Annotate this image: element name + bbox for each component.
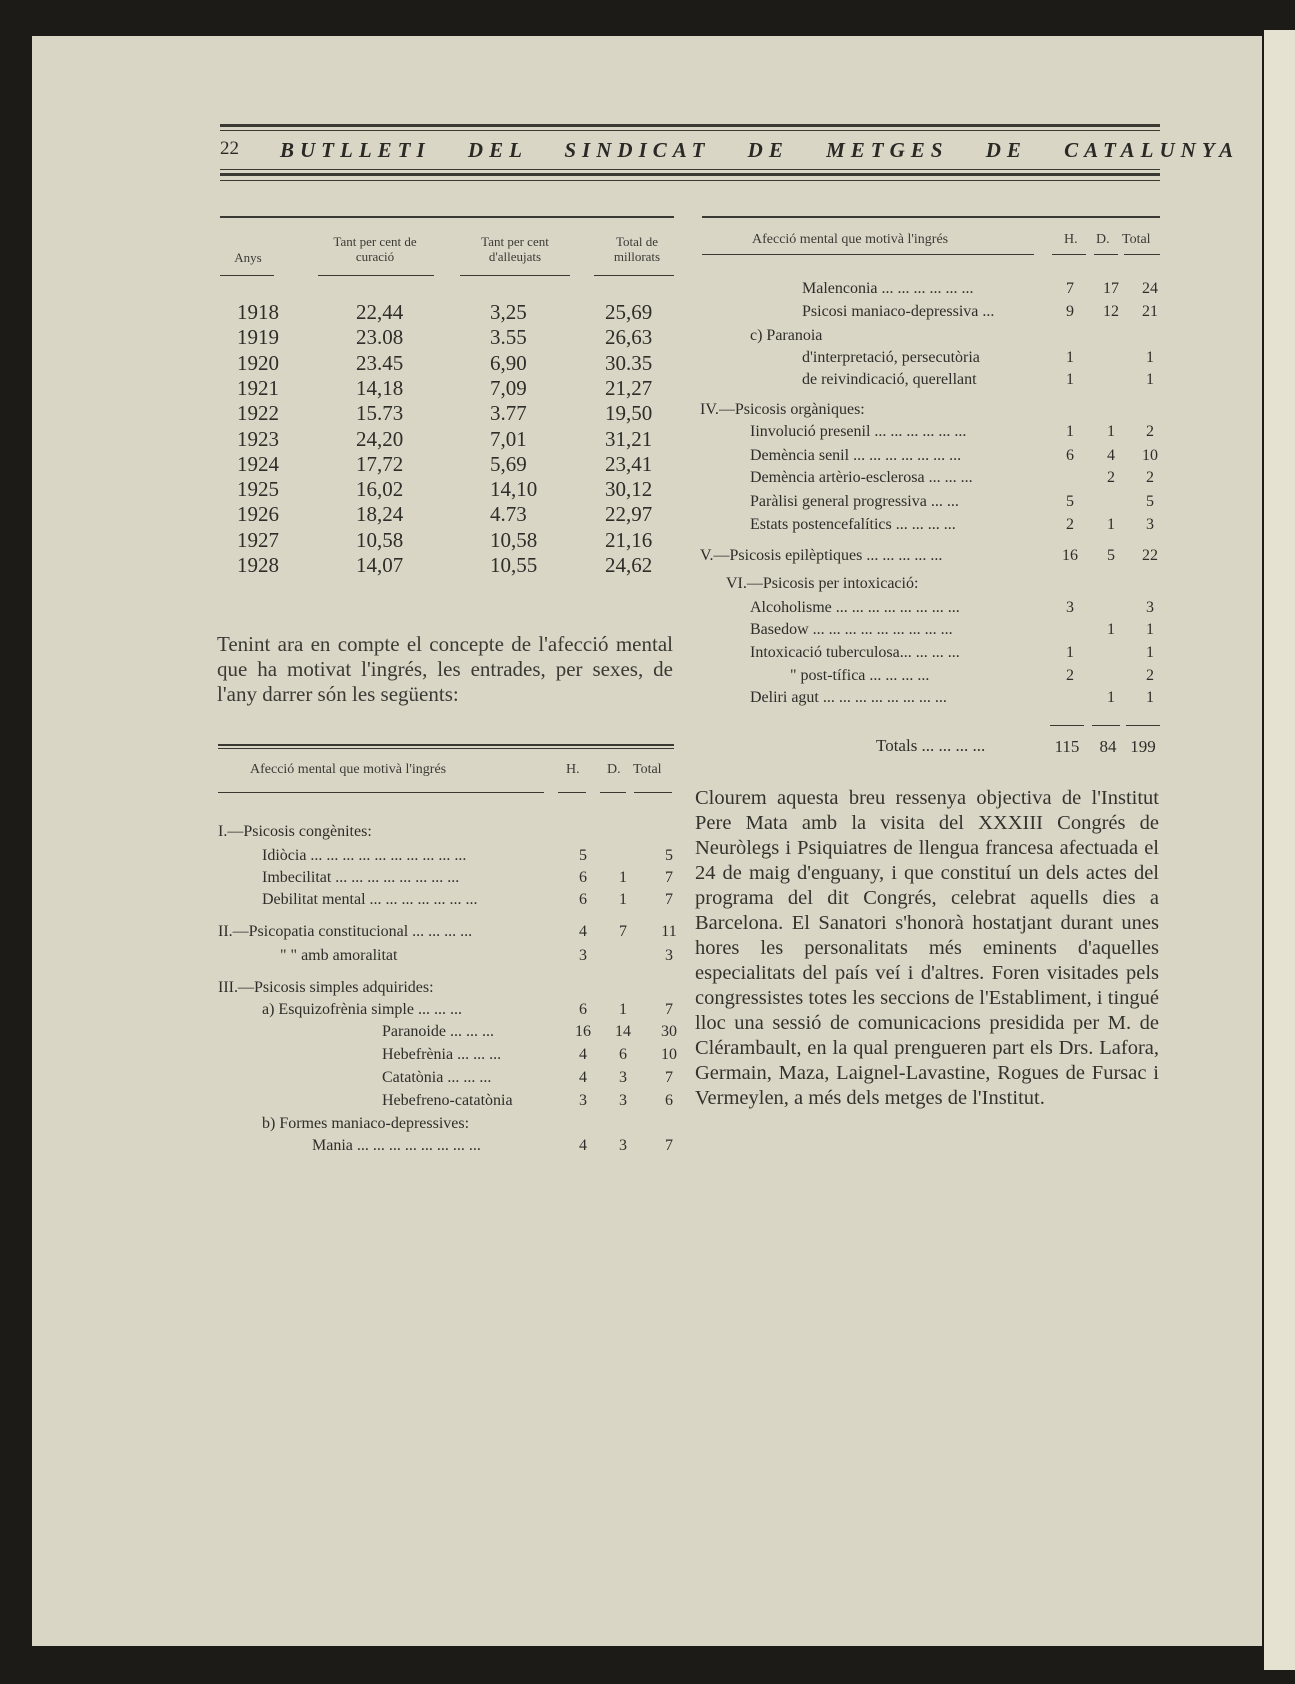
conclusion-paragraph: Clourem aquesta breu ressenya objectiva de l'Institut Pere Mata amb la visita del XXXIII Congrés de Neuròlegs i Psiquiatres de llengua francesa afectuada el 24 de maig d'enguany, i que constituí un dels actes del programa del dit Congrés, celebrat aquells dies a Barcelona. El Sanatori s'honorà hostatjant durant unes hores les personalitats més eminents d'aquelles especialitats del país veí i d'altres. Foren visitades pels congressistes totes les seccions de l'Establiment, i tingué lloc una sessió de comunicacions presidida per M. de Clérambault, en la qual prengueren part els Drs. Lafora, Germain, Maza, Laignel-Lavastine, Rogues de Fursac i Vermeylen, a més dels metges de l'Institut. xyxy=(695,787,1159,1109)
diagnosis-label: II.—Psicopatia constitucional ... ... ... ... xyxy=(218,923,473,940)
year-cell: 1918 xyxy=(237,300,279,324)
diag-right-header-d: D. xyxy=(1096,232,1110,247)
header-relief: Tant per cent d'alleujats xyxy=(481,234,549,264)
year-cell: 1923 xyxy=(237,426,279,451)
header-rule-bottom-thin xyxy=(220,169,1160,170)
cure-cell: 14,07 xyxy=(356,553,404,577)
improved-cell: 31,21 xyxy=(605,426,653,451)
count-d: 1 xyxy=(1107,423,1115,440)
year-cell: 1927 xyxy=(237,527,279,552)
count-d: 1 xyxy=(1107,621,1115,638)
relief-cell: 14,10 xyxy=(490,477,538,502)
year-cell: 1925 xyxy=(237,477,279,502)
improved-cell: 30.35 xyxy=(605,350,653,375)
relief-cell: 7,09 xyxy=(490,375,527,400)
cure-cell: 14,18 xyxy=(356,375,404,400)
totals-label: Totals ... ... ... ... xyxy=(876,736,986,755)
header-cure: Tant per cent de curació xyxy=(333,234,417,264)
diagnosis-label: a) Esquizofrènia simple ... ... ... xyxy=(262,1001,462,1018)
count-total: 3 xyxy=(1146,599,1154,616)
header-year: Anys xyxy=(234,250,262,265)
diagnosis-label: Intoxicació tuberculosa... ... ... ... xyxy=(750,644,960,661)
count-h: 3 xyxy=(579,947,587,964)
count-h: 6 xyxy=(1066,447,1074,464)
header-rule-bottom xyxy=(220,173,1160,176)
diag-right-header-underline xyxy=(702,254,1034,255)
count-h: 16 xyxy=(575,1023,591,1040)
diagnosis-label: Catatònia ... ... ... xyxy=(382,1069,492,1086)
count-h: 2 xyxy=(1066,667,1074,684)
count-total: 3 xyxy=(1146,516,1154,533)
diagnosis-label: Paràlisi general progressiva ... ... xyxy=(750,493,959,510)
count-h: 6 xyxy=(579,1001,587,1018)
totals-h: 115 xyxy=(1054,737,1080,756)
count-total: 6 xyxy=(665,1092,673,1109)
count-d: 3 xyxy=(619,1092,627,1109)
improved-cell: 25,69 xyxy=(605,300,653,324)
diagnosis-label: " post-tífica ... ... ... ... xyxy=(790,667,930,684)
cure-cell: 24,20 xyxy=(356,426,404,451)
diagnosis-label: Hebefreno-catatònia xyxy=(382,1092,513,1109)
diagnosis-label: Iinvolució presenil ... ... ... ... ... ... xyxy=(750,423,967,440)
intro-paragraph: Tenint ara en compte el concepte de l'afecció mental que ha motivat l'ingrés, les entrades, per sexes, de l'any darrer són les següents: xyxy=(217,632,673,706)
count-total: 7 xyxy=(665,891,673,908)
header-underline xyxy=(318,275,434,276)
header-underline xyxy=(594,275,674,276)
count-d: 1 xyxy=(1107,516,1115,533)
diagnosis-label: Demència artèrio-esclerosa ... ... ... xyxy=(750,469,973,486)
count-d: 1 xyxy=(619,869,627,886)
count-total: 5 xyxy=(665,847,673,864)
diagnosis-label: Imbecilitat ... ... ... ... ... ... ... ... xyxy=(262,869,460,886)
relief-cell: 3,25 xyxy=(490,300,527,324)
relief-cell: 3.77 xyxy=(490,401,527,426)
diag-right-header-underline xyxy=(1052,254,1086,255)
year-cell: 1928 xyxy=(237,553,279,577)
count-total: 7 xyxy=(665,1137,673,1154)
improved-cell: 30,12 xyxy=(605,477,653,502)
diag-right-header-label: Afecció mental que motivà l'ingrés xyxy=(752,232,949,247)
diagnosis-label: " " amb amoralitat xyxy=(280,947,398,964)
diag-left-header-total: Total xyxy=(633,762,662,777)
header-rule-top-thin xyxy=(220,130,1160,131)
count-d: 1 xyxy=(619,891,627,908)
year-cell: 1922 xyxy=(237,401,279,426)
count-d: 17 xyxy=(1103,280,1119,297)
count-d: 12 xyxy=(1103,303,1119,320)
count-h: 1 xyxy=(1066,371,1074,388)
cure-cell: 15.73 xyxy=(356,401,404,426)
header-rule-bottom-extra xyxy=(220,180,1160,181)
relief-cell: 5,69 xyxy=(490,451,527,476)
count-d: 3 xyxy=(619,1137,627,1154)
count-d: 14 xyxy=(615,1023,631,1040)
diag-left-header-h: H. xyxy=(566,762,580,777)
improved-cell: 19,50 xyxy=(605,401,653,426)
count-h: 3 xyxy=(1066,599,1074,616)
count-d: 5 xyxy=(1107,547,1115,564)
cure-cell: 10,58 xyxy=(356,527,404,552)
header-improved: Total de millorats xyxy=(613,234,661,264)
count-h: 4 xyxy=(579,1137,587,1154)
table-years-top-rule xyxy=(220,216,674,218)
count-total: 22 xyxy=(1142,547,1158,564)
cure-cell: 22,44 xyxy=(356,300,404,324)
diagnosis-label: VI.—Psicosis per intoxicació: xyxy=(726,575,919,592)
improved-cell: 23,41 xyxy=(605,451,653,476)
count-h: 6 xyxy=(579,891,587,908)
diagnosis-label: Deliri agut ... ... ... ... ... ... ... ... xyxy=(750,689,947,706)
count-h: 4 xyxy=(579,923,587,940)
count-h: 1 xyxy=(1066,423,1074,440)
count-total: 21 xyxy=(1142,303,1158,320)
count-total: 24 xyxy=(1142,280,1158,297)
count-total: 1 xyxy=(1146,689,1154,706)
improved-cell: 22,97 xyxy=(605,502,653,527)
cure-cell: 23.45 xyxy=(356,350,404,375)
page-header xyxy=(220,124,1240,184)
count-d: 7 xyxy=(619,923,627,940)
count-total: 7 xyxy=(665,1069,673,1086)
diagnosis-label: b) Formes maniaco-depressives: xyxy=(262,1115,470,1132)
year-cell: 1920 xyxy=(237,350,279,375)
year-cell: 1926 xyxy=(237,502,279,527)
diag-right-top-rule xyxy=(702,216,1160,218)
diag-left-header-label: Afecció mental que motivà l'ingrés xyxy=(250,762,447,777)
count-h: 3 xyxy=(579,1092,587,1109)
count-total: 3 xyxy=(665,947,673,964)
count-total: 30 xyxy=(661,1023,677,1040)
cure-cell: 18,24 xyxy=(356,502,404,527)
cure-cell: 23.08 xyxy=(356,325,404,350)
improved-cell: 21,27 xyxy=(605,375,653,400)
count-h: 1 xyxy=(1066,349,1074,366)
count-d: 4 xyxy=(1107,447,1115,464)
diagnosis-label: de reivindicació, querellant xyxy=(802,371,977,388)
diagnosis-label: Alcoholisme ... ... ... ... ... ... ... ... xyxy=(750,599,960,616)
improved-cell: 24,62 xyxy=(605,553,653,577)
totals-rule xyxy=(1092,725,1120,726)
diagnosis-label: Basedow ... ... ... ... ... ... ... ... ... xyxy=(750,621,953,638)
diagnosis-label: c) Paranoia xyxy=(750,327,823,344)
count-h: 5 xyxy=(579,847,587,864)
diagnosis-label: Hebefrènia ... ... ... xyxy=(382,1046,502,1063)
diag-right-header-total: Total xyxy=(1122,232,1151,247)
count-total: 7 xyxy=(665,1001,673,1018)
relief-cell: 10,58 xyxy=(490,527,538,552)
count-total: 2 xyxy=(1146,469,1154,486)
header-underline xyxy=(460,275,570,276)
header-rule-top xyxy=(220,124,1160,127)
count-h: 1 xyxy=(1066,644,1074,661)
totals-total: 199 xyxy=(1130,737,1156,756)
diagnosis-label: Malenconia ... ... ... ... ... ... xyxy=(802,280,974,297)
diagnosis-label: IV.—Psicosis orgàniques: xyxy=(700,401,865,418)
diagnosis-label: Debilitat mental ... ... ... ... ... ... ... xyxy=(262,891,478,908)
count-d: 1 xyxy=(619,1001,627,1018)
count-h: 9 xyxy=(1066,303,1074,320)
diag-left-top-rule-thin xyxy=(218,748,674,749)
count-total: 7 xyxy=(665,869,673,886)
count-h: 5 xyxy=(1066,493,1074,510)
count-total: 1 xyxy=(1146,621,1154,638)
improved-cell: 21,16 xyxy=(605,527,653,552)
running-title: BUTLLETI DEL SINDICAT DE METGES DE CATALUNYA xyxy=(280,138,1240,162)
page-number: 22 xyxy=(220,138,239,159)
diagnosis-label: Mania ... ... ... ... ... ... ... ... xyxy=(312,1137,481,1154)
diag-left-header-underline xyxy=(558,792,586,793)
diagnosis-label: V.—Psicosis epilèptiques ... ... ... ... ... xyxy=(700,547,943,564)
count-total: 10 xyxy=(1142,447,1158,464)
count-h: 4 xyxy=(579,1069,587,1086)
count-h: 6 xyxy=(579,869,587,886)
count-h: 4 xyxy=(579,1046,587,1063)
diagnosis-label: Demència senil ... ... ... ... ... ... ... xyxy=(750,447,962,464)
relief-cell: 7,01 xyxy=(490,426,527,451)
improved-cell: 26,63 xyxy=(605,325,653,350)
count-d: 2 xyxy=(1107,469,1115,486)
relief-cell: 6,90 xyxy=(490,350,527,375)
diag-left-header-d: D. xyxy=(607,762,621,777)
diag-right-header-h: H. xyxy=(1064,232,1078,247)
relief-cell: 4.73 xyxy=(490,502,527,527)
count-total: 2 xyxy=(1146,423,1154,440)
count-total: 1 xyxy=(1146,371,1154,388)
cure-cell: 17,72 xyxy=(356,451,404,476)
diag-right-header-underline xyxy=(1124,254,1160,255)
year-cell: 1924 xyxy=(237,451,279,476)
diagnosis-label: d'interpretació, persecutòria xyxy=(802,349,980,366)
year-cell: 1919 xyxy=(237,325,279,350)
count-total: 5 xyxy=(1146,493,1154,510)
count-d: 1 xyxy=(1107,689,1115,706)
count-d: 3 xyxy=(619,1069,627,1086)
count-d: 6 xyxy=(619,1046,627,1063)
totals-d: 84 xyxy=(1099,737,1117,756)
diag-left-header-underline xyxy=(600,792,626,793)
totals-rule xyxy=(1126,725,1160,726)
diag-left-top-rule xyxy=(218,744,674,746)
totals-rule xyxy=(1050,725,1084,726)
year-cell: 1921 xyxy=(237,375,279,400)
diag-left-header-underline xyxy=(218,792,544,793)
count-total: 1 xyxy=(1146,349,1154,366)
count-h: 7 xyxy=(1066,280,1074,297)
count-h: 2 xyxy=(1066,516,1074,533)
diagnosis-label: Paranoide ... ... ... xyxy=(382,1023,494,1040)
count-total: 1 xyxy=(1146,644,1154,661)
cure-cell: 16,02 xyxy=(356,477,404,502)
relief-cell: 3.55 xyxy=(490,325,527,350)
count-h: 16 xyxy=(1062,547,1078,564)
diagnosis-label: Psicosi maniaco-depressiva ... xyxy=(802,303,995,320)
header-underline xyxy=(220,275,274,276)
running-head xyxy=(220,138,1240,168)
count-total: 11 xyxy=(661,923,677,940)
relief-cell: 10,55 xyxy=(490,553,538,577)
next-page-edge xyxy=(1264,30,1295,1670)
diag-right-header-underline xyxy=(1094,254,1118,255)
count-total: 10 xyxy=(661,1046,677,1063)
diag-left-header-underline xyxy=(634,792,672,793)
diagnosis-label: III.—Psicosis simples adquirides: xyxy=(218,979,434,996)
diagnosis-label: Estats postencefalítics ... ... ... ... xyxy=(750,516,956,533)
diagnosis-label: Idiòcia ... ... ... ... ... ... ... ... ... ... xyxy=(262,847,467,864)
count-total: 2 xyxy=(1146,667,1154,684)
diagnosis-label: I.—Psicosis congènites: xyxy=(218,823,372,840)
